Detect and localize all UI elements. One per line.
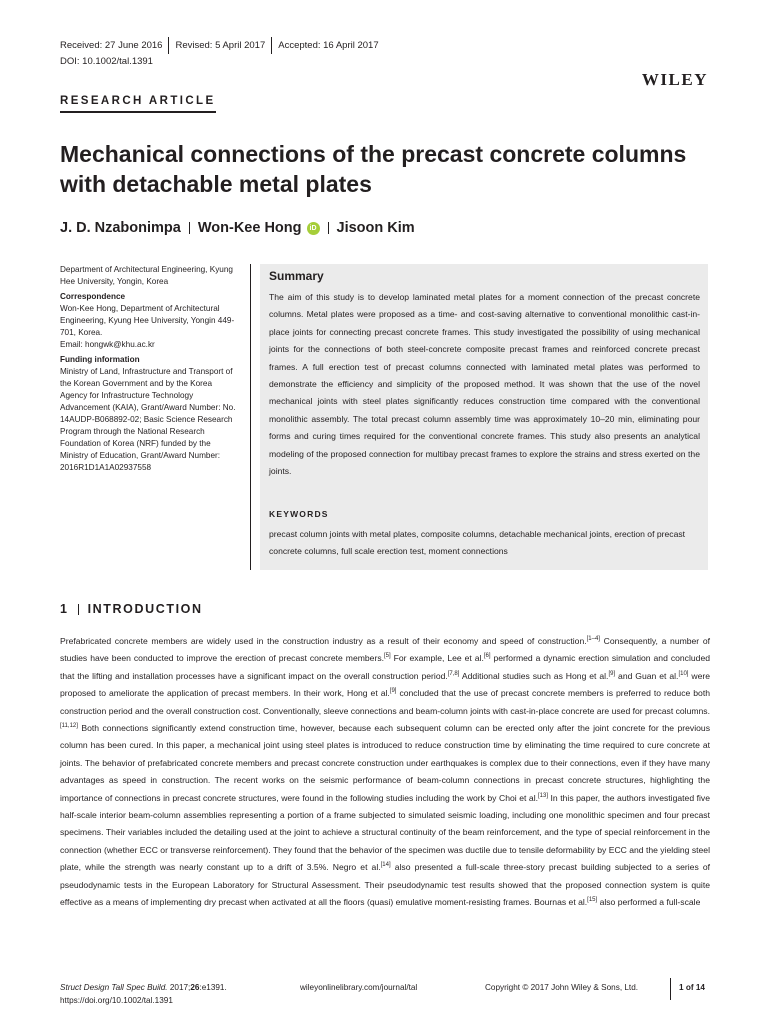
divider <box>271 37 272 54</box>
column-divider <box>250 264 251 570</box>
author-name[interactable]: Won-Kee Hong <box>197 220 302 236</box>
citation-ref[interactable]: [1–4] <box>586 636 600 643</box>
email[interactable]: Email: hongwk@khu.ac.kr <box>60 340 155 349</box>
author-name[interactable]: J. D. Nzabonimpa <box>60 220 181 236</box>
body-text-run: were proposed to ameliorate the application of precast members. In their work, Hong et al. <box>60 670 711 699</box>
citation-ref[interactable]: [14] <box>380 862 391 869</box>
citation-ref[interactable]: [7,8] <box>447 670 460 677</box>
author-name[interactable]: Jisoon Kim <box>336 220 415 236</box>
citation-ref[interactable]: [15] <box>587 897 598 904</box>
divider <box>78 604 79 615</box>
body-text-run: Additional studies such as Hong et al. <box>459 670 609 681</box>
body-text-run: In this paper, the authors investigated five half-scale interior beam-column assemblies representing a portion of a frame subjected to simulated seismic loading, including one monolithic specimen and four precast specimens. Their variables included the detailing used at the joint to achieve a structural continuity of the beam reinforcement, and the type of special reinforcement in the connection (whether ECC or transverse reinforcement). They found that the behavior of the specimen was ductile due to tensile deformability by ECC and the yielding steel plate, while the strength was nearly constant up to a drift of 3.5%. Negro et al. <box>60 792 711 873</box>
section-heading <box>60 602 203 616</box>
keywords-heading: KEYWORDS <box>269 509 329 519</box>
affiliation: Department of Architectural Engineering, Kyung Hee University, Yongin, Korea <box>60 265 233 286</box>
body-text-run: also performed a full-scale <box>597 897 701 908</box>
funding-heading: Funding information <box>60 355 140 364</box>
correspondence-text: Won-Kee Hong, Department of Architectural Engineering, Kyung Hee University, Yongin 449-701, Korea. <box>60 304 235 337</box>
divider <box>189 222 190 234</box>
footer-citation <box>60 983 227 992</box>
body-text-run: concluded that the use of precast concrete members is preferred to reduce both construction period and the overall construction cost. Conventionally, sleeve connections and beam-column joints with cast-in-place concrete are used for precast columns. <box>60 688 710 716</box>
keywords-text: precast column joints with metal plates, composite columns, detachable mechanical joints, erection of precast concrete columns, full scale erection test, moment connections <box>269 529 686 557</box>
divider <box>328 222 329 234</box>
citation-ref[interactable]: [9] <box>389 688 397 695</box>
section-title: INTRODUCTION <box>87 602 203 616</box>
introduction-paragraph <box>60 633 710 912</box>
footer-divider <box>670 978 671 1000</box>
body-text-run: Prefabricated concrete members are widely used in the construction industry as a result of their economy and speed of construction. <box>60 636 587 646</box>
body-text-run: Both connections significantly extend construction time, however, because each subsequent column can be erected only after the joint concrete for the previous column has been cured. In this paper, a mechanical joint using steel plates is introduced to reduce construction time by eliminating the time required to cure concrete at joints. The behavior of prefabricated concrete members and precast concrete construction under earthquakes is complex due to their connections, even if they have many advantages as speed in construction. The recent works on the seismic performance of beam-column connections in precast concrete structures, highlighting the importance of connections in precast concrete structures, were found in the following studies including the work by Choi et al. <box>60 723 710 803</box>
received-date: Received: 27 June 2016 <box>60 40 163 51</box>
citation-ref[interactable]: [6] <box>483 653 491 660</box>
publisher-logo: WILEY <box>641 70 708 89</box>
divider <box>168 37 169 54</box>
footer-volume: 26 <box>190 983 200 992</box>
page-number: 1 of 14 <box>679 983 705 992</box>
journal-name: Struct Design Tall Spec Build. <box>60 983 168 992</box>
footer-article: :e1391. <box>199 983 227 992</box>
footer-doi-link[interactable]: https://doi.org/10.1002/tal.1391 <box>60 996 173 1005</box>
orcid-icon[interactable]: iD <box>307 222 320 235</box>
correspondence-heading: Correspondence <box>60 292 126 301</box>
article-title: Mechanical connections of the precast concrete columns with detachable metal plates <box>60 141 687 197</box>
article-dates <box>60 37 379 54</box>
article-type: RESEARCH ARTICLE <box>60 95 216 113</box>
body-text-run: also presented a full-scale three-story precast building subjected to a series of pseudodynamic tests in the European Laboratory for Structural Assessment. Their pseudodynamic test results showed that the proposed connection system is quite effective as a means of implementing dry precast when activated at all the floors (quasi) emulative moment-resisting frames. Bournas et al. <box>60 862 710 908</box>
citation-ref[interactable]: [13] <box>538 792 549 799</box>
section-number: 1 <box>60 602 69 616</box>
doi[interactable]: DOI: 10.1002/tal.1391 <box>60 56 153 67</box>
footer-site-link[interactable]: wileyonlinelibrary.com/journal/tal <box>300 983 418 992</box>
body-text-run: Consequently, a number of studies have been conducted to improve the erection of precast concrete members. <box>60 636 710 664</box>
body-text-run: For example, Lee et al. <box>390 653 484 664</box>
footer-year: 2017; <box>167 983 191 992</box>
funding-text: Ministry of Land, Infrastructure and Transport of the Korean Government and by the Korea Agency for Infrastructure Technology Advancement (KAIA), Grant/Award Number: No. 14AUDP-B068892-02; Basic Science Research Program through the National Research Foundation of Korea (NRF) funded by the Ministry of Education, Grant/Award Number: 2016R1D1A1A02937558 <box>60 367 236 472</box>
citation-ref[interactable]: [11,12] <box>60 723 78 730</box>
summary-text: The aim of this study is to develop laminated metal plates for a moment connection of the precast concrete columns. Metal plates were proposed as a time- and cost-saving alternative to conventional monolithic cast-in-place joints for connecting precast concrete frames. This study investigated the possibility of using mechanical joints for the connections of both steel-concrete composite precast frames and reinforced concrete precast frames. A full erection test of precast columns connected with laminated metal plates was performed to demonstrate the efficiency and simplicity of the proposed method. It was shown that the use of the novel mechanical joints with steel plates significantly reduces construction time compared with the conventional monolithic assembly. The total precast column assembly time was approximately 10–20 min, eliminating pour forms and curing times required for the conventional concrete frames. This study also presents an analytical modeling of the proposed connection for multibay precast frames to explore the strains and stress exerted on the joints. <box>269 292 700 477</box>
citation-ref[interactable]: [9] <box>608 670 616 677</box>
body-text-run: performed a dynamic erection simulation and concluded that the lifting and installation processes have a significant impact on the overall construction period. <box>60 653 711 681</box>
body-text-run: and Guan et al. <box>615 670 679 681</box>
affiliation-column <box>60 264 240 474</box>
revised-date: Revised: 5 April 2017 <box>175 40 266 51</box>
author-list <box>60 220 415 236</box>
citation-ref[interactable]: [10] <box>678 670 689 677</box>
citation-ref[interactable]: [5] <box>384 653 391 660</box>
accepted-date: Accepted: 16 April 2017 <box>278 40 379 51</box>
summary-heading: Summary <box>269 269 324 283</box>
footer-copyright: Copyright © 2017 John Wiley & Sons, Ltd. <box>485 983 639 992</box>
